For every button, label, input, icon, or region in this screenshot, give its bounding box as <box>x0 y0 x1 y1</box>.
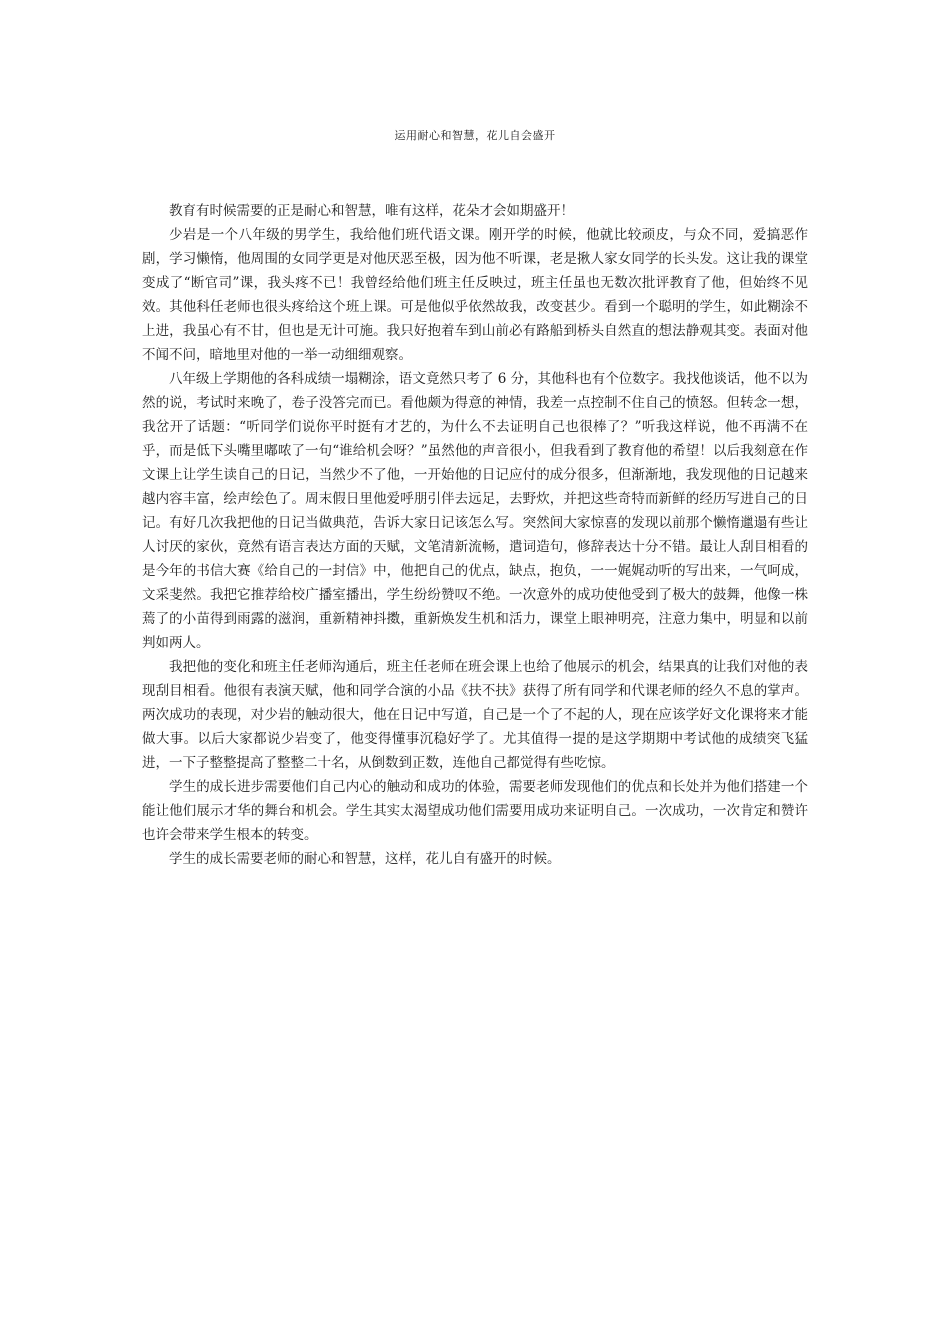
document-body <box>142 199 808 871</box>
document-title: 运用耐心和智慧，花儿自会盛开 <box>394 129 556 142</box>
paragraph-background: 少岩是一个八年级的男学生，我给他们班代语文课。刚开学的时候，他就比较顽皮，与众不同，爱搞恶作剧，学习懒惰，他周围的女同学更是对他厌恶至极，因为他不听课，老是揪人家女同学的长头发。这让我的课堂变成了“断官司”课，我头疼不已！我曾经给他们班主任反映过，班主任虽也无数次批评教育了他，但始终不见效。其他科任老师也很头疼给这个班上课。可是他似乎依然故我，改变甚少。看到一个聪明的学生，如此糊涂不上进，我虽心有不甘，但也是无计可施。我只好抱着车到山前必有路船到桥头自然直的想法静观其变。表面对他不闻不问，暗地里对他的一举一动细细观察。 <box>142 227 808 363</box>
paragraph-conclusion: 学生的成长需要老师的耐心和智慧，这样，花儿自有盛开的时候。 <box>169 851 561 867</box>
paragraph-intro: 教育有时候需要的正是耐心和智慧，唯有这样，花朵才会如期盛开！ <box>169 203 574 219</box>
paragraph-reflection: 学生的成长进步需要他们自己内心的触动和成功的体验，需要老师发现他们的优点和长处并为他们搭建一个能让他们展示才华的舞台和机会。学生其实太渴望成功他们需要用成功来证明自己。一次成功，一次肯定和赞许也许会带来学生根本的转变。 <box>142 779 808 843</box>
paragraph-progress: 我把他的变化和班主任老师沟通后，班主任老师在班会课上也给了他展示的机会，结果真的让我们对他的表现刮目相看。他很有表演天赋，他和同学合演的小品《扶不扶》获得了所有同学和代课老师的经久不息的掌声。两次成功的表现，对少岩的触动很大，他在日记中写道，自己是一个了不起的人，现在应该学好文化课将来才能做大事。以后大家都说少岩变了，他变得懂事沉稳好学了。尤其值得一提的是这学期期中考试他的成绩突飞猛进，一下子整整提高了整整二十名，从倒数到正数，连他自己都觉得有些吃惊。 <box>142 659 808 771</box>
paragraph-turning-point: 八年级上学期他的各科成绩一塌糊涂，语文竟然只考了 6 分，其他科也有个位数字。我找他谈话，他不以为然的说，考试时来晚了，卷子没答完而已。看他颇为得意的神情，我差一点控制不住自己的愤怒。但转念一想，我岔开了话题：“听同学们说你平时挺有才艺的，为什么不去证明自己也很棒了？”听我这样说，他不再满不在乎，而是低下头嘴里嘟哝了一句“谁给机会呀？”虽然他的声音很小，但我看到了教育他的希望！以后我刻意在作文课上让学生读自己的日记，当然少不了他，一开始他的日记应付的成分很多，但渐渐地，我发现他的日记越来越内容丰富，绘声绘色了。周末假日里他爱呼朋引伴去远足，去野炊，并把这些奇特而新鲜的经历写进自己的日记。有好几次我把他的日记当做典范，告诉大家日记该怎么写。突然间大家惊喜的发现以前那个懒惰邋遢有些让人讨厌的家伙，竟然有语言表达方面的天赋，文笔清新流畅，遣词造句，修辞表达十分不错。最让人刮目相看的是今年的书信大赛《给自己的一封信》中，他把自己的优点，缺点，抱负，一一娓娓动听的写出来，一气呵成，文采斐然。我把它推荐给校广播室播出，学生纷纷赞叹不绝。一次意外的成功使他受到了极大的鼓舞，他像一株蔫了的小苗得到雨露的滋润，重新精神抖擞，重新焕发生机和活力，课堂上眼神明亮，注意力集中，明显和以前判如两人。 <box>142 371 808 651</box>
